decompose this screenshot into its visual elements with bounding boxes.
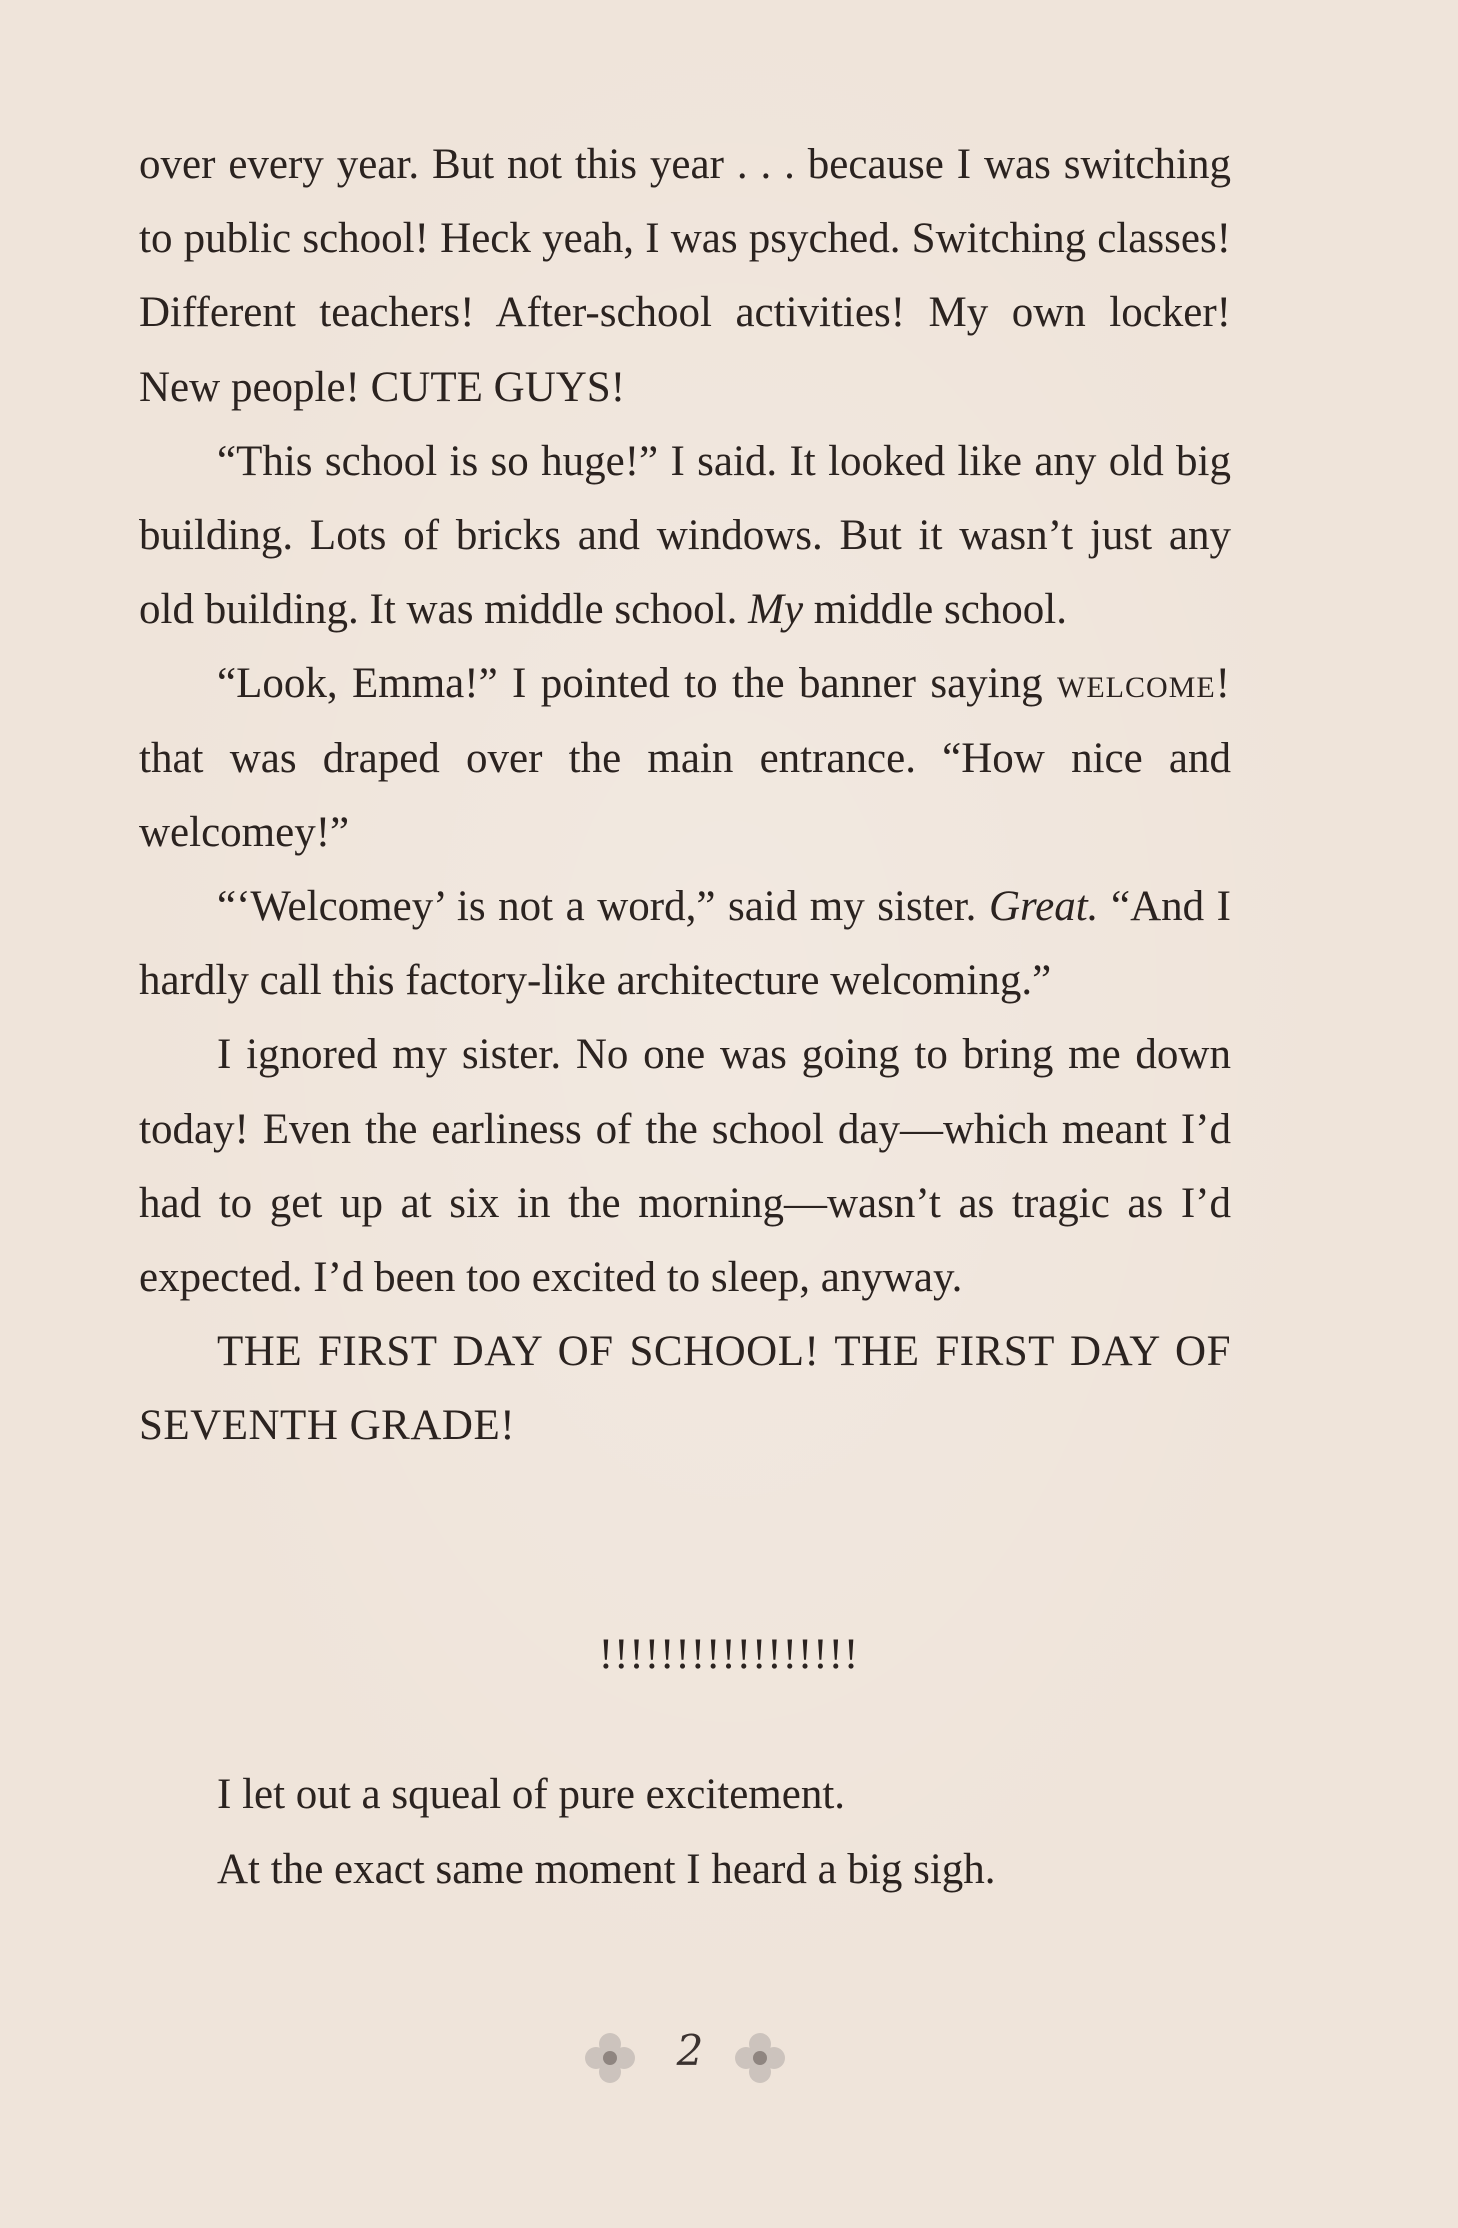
paragraph-2-emphasis: My (748, 586, 804, 634)
paragraph-1-text: over every year. But not this year . . . because I was switching to public school! Heck yeah, I was psyched. Switching classes! Different teachers! After-school activities! My own locker! New people! CUTE GUYS! (139, 141, 1231, 411)
paragraph-3-text-b: that was draped over the main entrance. “How nice and welcomey!” (139, 734, 1231, 856)
paragraph-2-text-a: “This school is so huge!” I said. It looked like any old big building. Lots of bricks and windows. But it wasn’t just any old building. It was middle school. (139, 437, 1231, 634)
body-text (139, 128, 1231, 1464)
paragraph-6-shout (139, 1315, 1231, 1463)
paragraph-1 (139, 128, 1231, 425)
paragraph-6-text: THE FIRST DAY OF SCHOOL! THE FIRST DAY OF SEVENTH GRADE! (139, 1328, 1231, 1450)
paragraph-2-text-b: middle school. (803, 586, 1067, 634)
page-number: 2 (676, 2026, 704, 2075)
flower-ornament-left-icon (580, 2028, 640, 2088)
banner-word-smallcaps: welcome! (1057, 660, 1231, 708)
paragraph-4-text-b: “And I hardly call this factory-like architecture welcoming.” (139, 883, 1231, 1005)
closing-line-1: I let out a squeal of pure excitement. (217, 1771, 846, 1818)
paragraph-3-text-a: “Look, Emma!” I pointed to the banner saying (217, 660, 1058, 708)
closing-lines (217, 1758, 996, 1907)
closing-line-2: At the exact same moment I heard a big sigh. (217, 1845, 996, 1893)
flower-ornament-right-icon (730, 2028, 790, 2088)
paragraph-4 (139, 870, 1231, 1018)
page-folio (580, 2024, 800, 2094)
paragraph-5-text: I ignored my sister. No one was going to bring me down today! Even the earliness of the school day—which meant I’d had to get up at six in the morning—wasn’t as tragic as I’d expected. I’d been too excited to sleep, anyway. (139, 1031, 1231, 1302)
paragraph-4-text-a: “‘Welcomey’ is not a word,” said my sister. (217, 883, 989, 931)
paragraph-3 (139, 647, 1231, 870)
paragraph-5 (139, 1018, 1231, 1315)
paragraph-2 (139, 425, 1231, 648)
paragraph-4-emphasis: Great. (988, 883, 1099, 931)
exclamation-line: !!!!!!!!!!!!!!!!! (598, 1631, 860, 1678)
